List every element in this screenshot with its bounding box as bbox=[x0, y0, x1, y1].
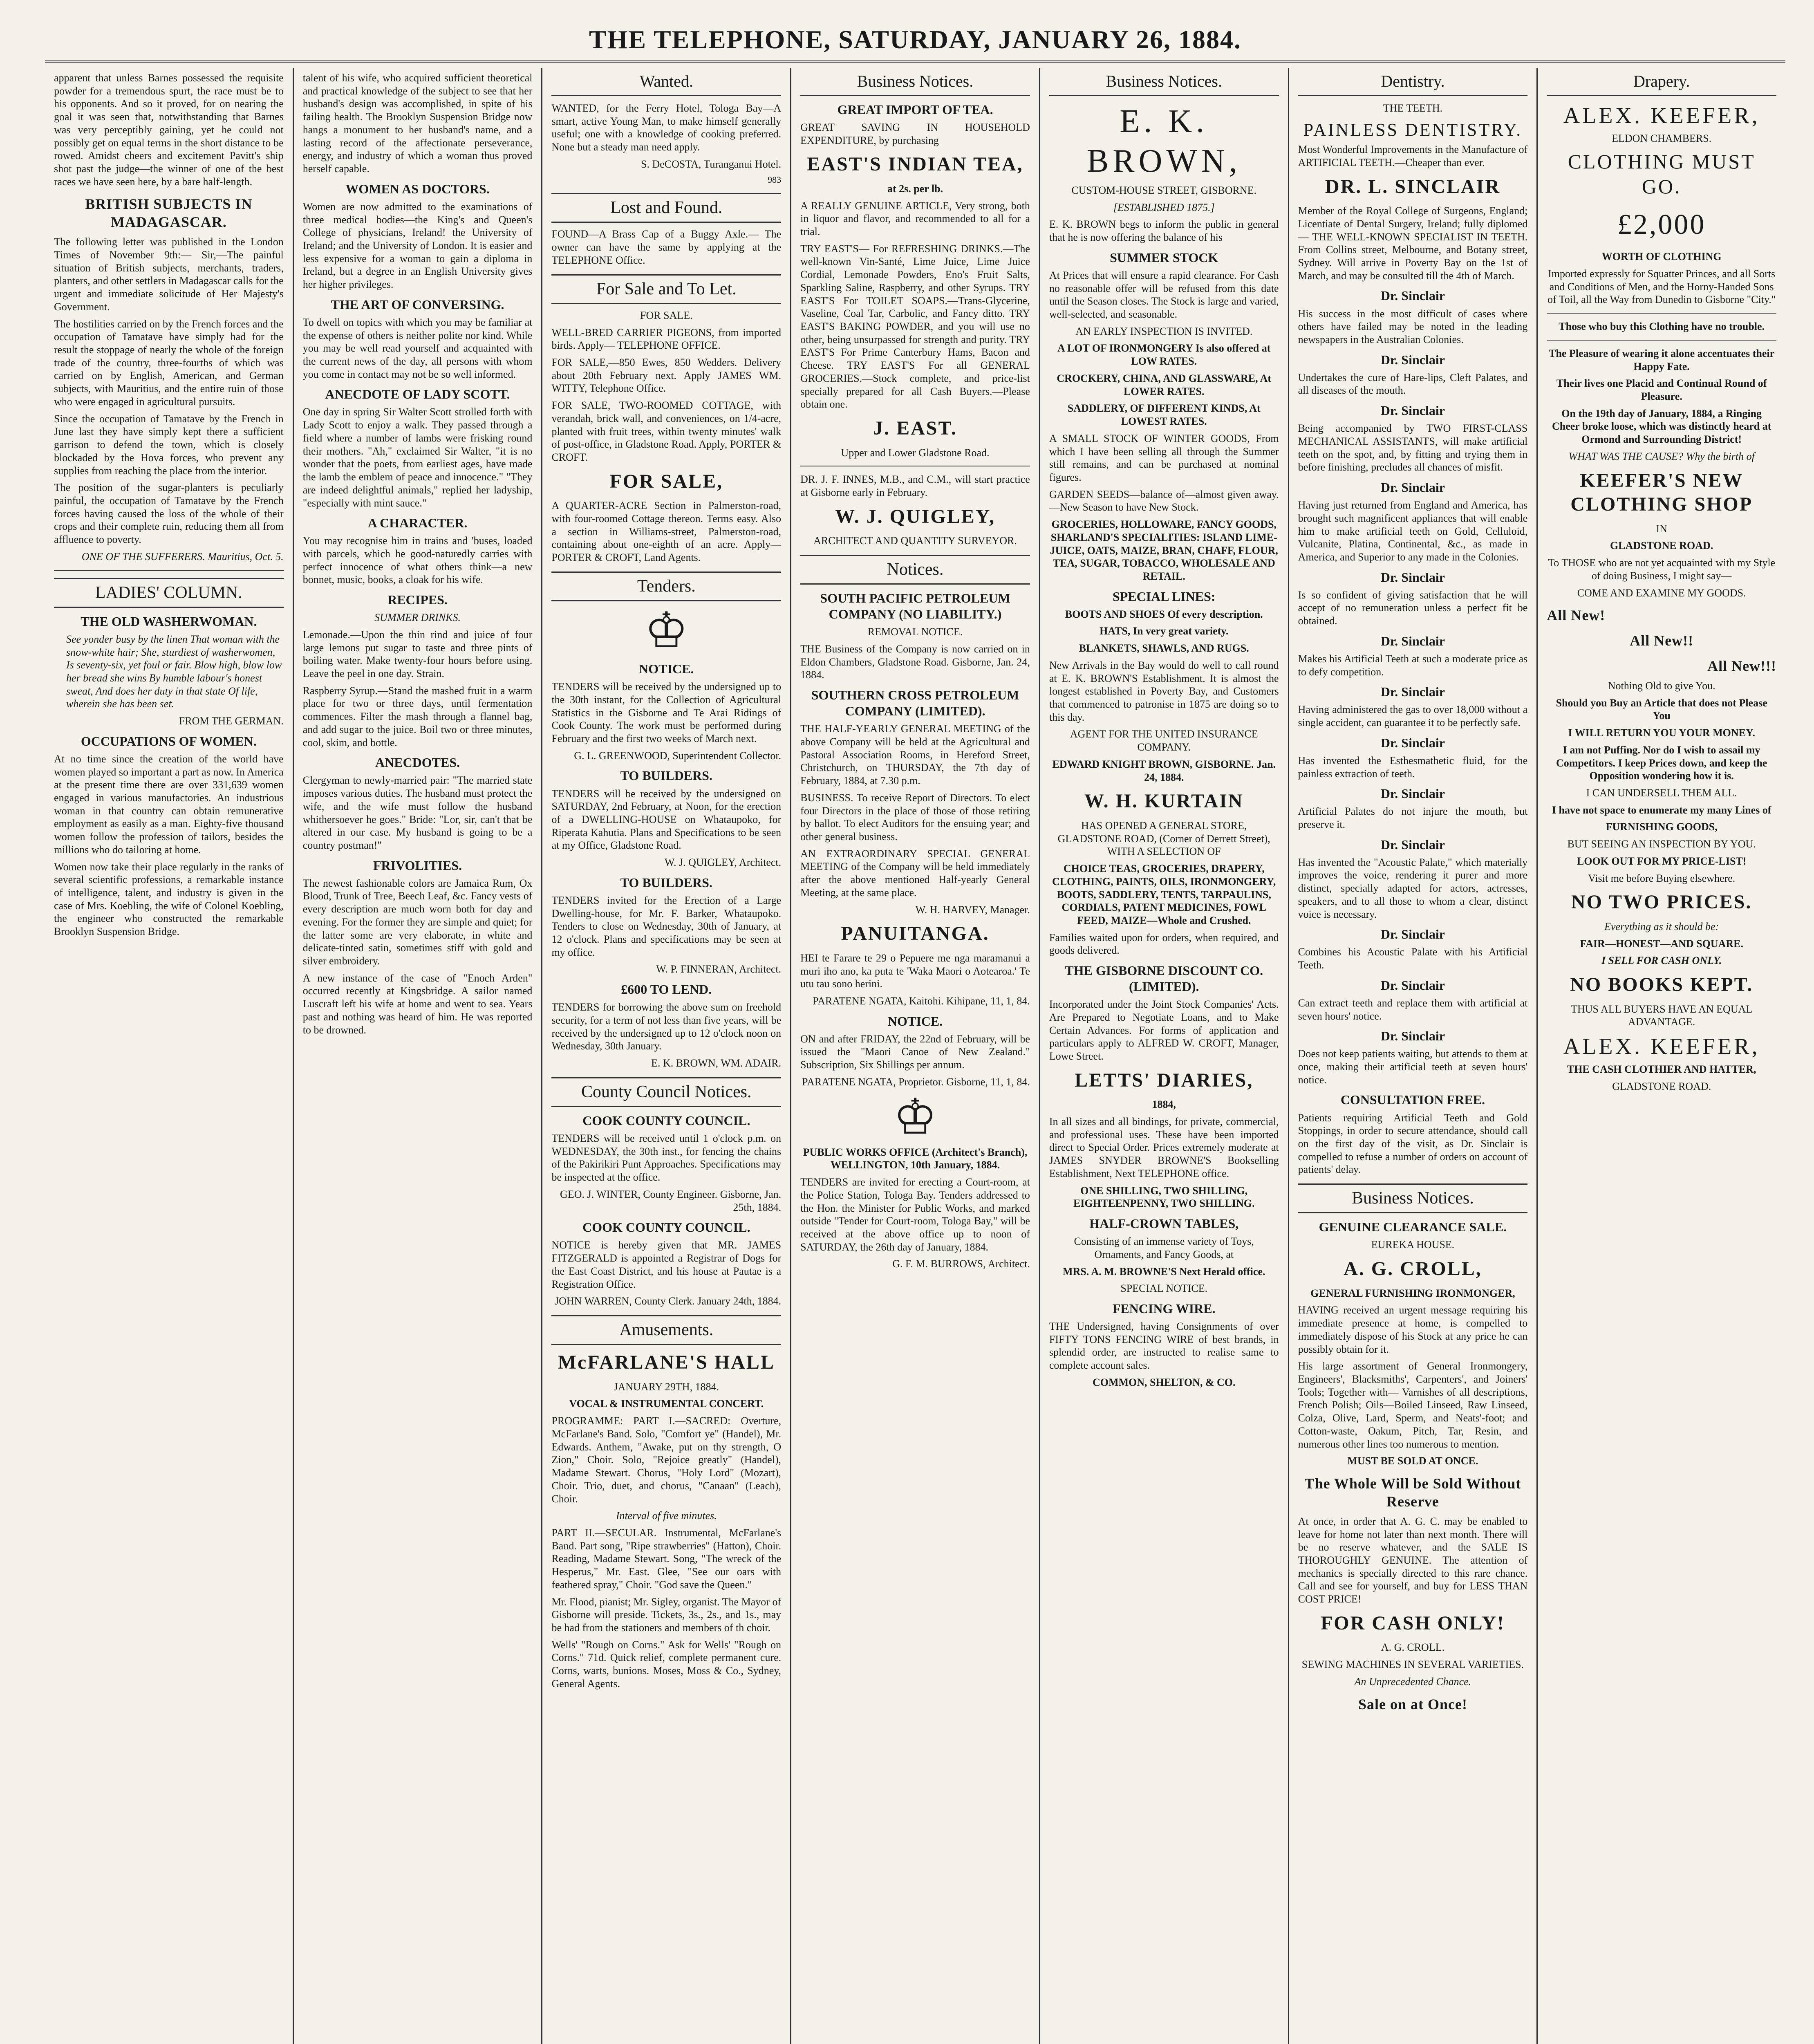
keefer-text-2: Those who buy this Clothing have no trouble. bbox=[1559, 320, 1765, 333]
ek-brown-text-2: At Prices that will ensure a rapid clearance. For Cash no reasonable offer will be refused from this date until the Season closes. The Stock is large and varied, well-selected, and seasonable. bbox=[1049, 269, 1279, 320]
dr-sinclair-11: Dr. Sinclair bbox=[1380, 927, 1445, 942]
the-teeth: THE TEETH. bbox=[1383, 102, 1443, 114]
rough-on-corns-ad: Wells' "Rough on Corns." Ask for Wells' "Rough on Corns." 71d. Quick relief, complete permanent cure. Corns, warts, bunions. Moses, Moss & Co., Sydney, General Agents. bbox=[551, 1638, 782, 1690]
keefer-text-18: Visit me before Buying elsewhere. bbox=[1588, 872, 1736, 884]
consultation-text: Patients requiring Artificial Teeth and Gold Stoppings, in order to secure attendance, should call on the first day of the visit, as Dr. Sinclair is compelled to refuse a number of orders on account of patients' delay. bbox=[1298, 1112, 1528, 1176]
notice-headline: NOTICE. bbox=[639, 661, 694, 677]
dr-sinclair-13: Dr. Sinclair bbox=[1380, 1029, 1445, 1044]
inspection-invited: AN EARLY INSPECTION IS INVITED. bbox=[1075, 325, 1253, 337]
keefer-text-8: COME AND EXAMINE MY GOODS. bbox=[1577, 587, 1746, 599]
conversing-text: To dwell on topics with which you may be familiar at the expense of others is neither polite nor kind. While you may be well read yourself and acquainted with the current news of the day, all persons with whom you come in contact may not be so well informed. bbox=[302, 316, 533, 380]
new-arrivals: New Arrivals in the Bay would do well to call round at E. K. BROWN'S Establishment. It is almost the longest established in Poverty Bay, and Customers that commenced to patronise in 1875 are doing so to this day. bbox=[1049, 659, 1279, 723]
public-works-sign: G. F. M. BURROWS, Architect. bbox=[892, 1258, 1030, 1270]
scp-text-3: AN EXTRAORDINARY SPECIAL GENERAL MEETING of the Company will be held immediately after the above mentioned Half-yearly General Meeting, at the same place. bbox=[800, 847, 1030, 899]
insurance-agent: AGENT FOR THE UNITED INSURANCE COMPANY. bbox=[1070, 728, 1258, 753]
worth-of-clothing: WORTH OF CLOTHING bbox=[1601, 251, 1722, 263]
tender-borrow-sign: E. K. BROWN, WM. ADAIR. bbox=[651, 1057, 782, 1069]
sale-on-at-once: Sale on at Once! bbox=[1358, 1696, 1467, 1712]
letts-text: In all sizes and all bindings, for private, commercial, and professional uses. These have been imported direct to Special Order. Prices extremely moderate at JAMES SNYDER BROWNE'S Bookselling Establishment, Next TELEPHONE office. bbox=[1049, 1116, 1279, 1179]
panuitanga-sign: PARATENE NGATA, Kaitohi. Kihipane, 11, 1, 84. bbox=[813, 995, 1030, 1007]
gladstone-road-2: GLADSTONE ROAD. bbox=[1612, 1080, 1711, 1093]
column-3 bbox=[542, 68, 791, 2044]
sinclair-claim-7: Having administered the gas to over 18,000 without a single accident, can guarantee it to be perfectly safe. bbox=[1298, 704, 1528, 729]
sinclair-claim-8: Has invented the Esthesmathetic fluid, for the painless extraction of teeth. bbox=[1298, 754, 1528, 780]
occupations-text-2: Women now take their place regularly in the ranks of several scientific professions, a remarkable instance of intelligence, talent, and industry is given in the case of Mrs. Koebling, the wife of Colonel Koebling, the engineer who constructed the remarkable Brooklyn Suspension Bridge. bbox=[54, 861, 284, 938]
in-label: IN bbox=[1656, 522, 1667, 535]
column-4 bbox=[791, 68, 1040, 2044]
removal-notice: REMOVAL NOTICE. bbox=[867, 626, 963, 638]
consultation-free: CONSULTATION FREE. bbox=[1340, 1092, 1485, 1107]
sinclair-claim-6: Makes his Artificial Teeth at such a moderate price as to defy competition. bbox=[1298, 652, 1528, 678]
kurtain-families: Families waited upon for orders, when required, and goods delivered. bbox=[1049, 931, 1279, 957]
madagascar-text-4: The position of the sugar-planters is peculiarly painful, the occupation of Tamatave by the French forces having caused the loss of the whole of their crops and their complete ruin, reducing them all from affluence to poverty. bbox=[54, 482, 284, 546]
for-sale-subhead: FOR SALE. bbox=[640, 309, 693, 321]
dr-sinclair-9: Dr. Sinclair bbox=[1380, 786, 1445, 801]
gladstone-road: GLADSTONE ROAD. bbox=[1610, 540, 1713, 552]
keefer-text-13: I CAN UNDERSELL THEM ALL. bbox=[1586, 787, 1737, 799]
kurtain-name: W. H. KURTAIN bbox=[1084, 790, 1244, 812]
whole-will-be-sold: The Whole Will be Sold Without Reserve bbox=[1304, 1475, 1521, 1510]
spp-text: THE Business of the Company is now carried on in Eldon Chambers, Gladstone Road. Gisborne, Jan. 24, 1884. bbox=[800, 643, 1030, 681]
recipes-subhead: SUMMER DRINKS. bbox=[374, 612, 461, 624]
new-clothing-shop: KEEFER'S NEW CLOTHING SHOP bbox=[1570, 469, 1753, 515]
notices-header: Notices. bbox=[800, 555, 1030, 585]
ek-brown-address: CUSTOM-HOUSE STREET, GISBORNE. bbox=[1071, 184, 1257, 196]
divider bbox=[54, 570, 284, 571]
dr-sinclair-4: Dr. Sinclair bbox=[1380, 480, 1445, 495]
business-notices-header-2: Business Notices. bbox=[1049, 72, 1279, 96]
poem-text: See yonder busy by the linen That woman with the snow-white hair; She, sturdiest of washerwomen, Is seventy-six, yet foul or fair. Blow high, blow low her bread she wins By humble labour's honest sweat, And does her duty in that state Of life, wherein she has been set. bbox=[66, 633, 282, 710]
county-council-header: County Council Notices. bbox=[551, 1077, 781, 1107]
public-works-office: PUBLIC WORKS OFFICE (Architect's Branch), WELLINGTON, 10th January, 1884. bbox=[803, 1146, 1028, 1171]
dr-sinclair-3: Dr. Sinclair bbox=[1380, 403, 1445, 418]
no-two-prices: NO TWO PRICES. bbox=[1571, 891, 1752, 913]
fair-honest-square: FAIR—HONEST—AND SQUARE. bbox=[1580, 937, 1744, 950]
half-crown-tables: HALF-CROWN TABLES, bbox=[1089, 1216, 1239, 1231]
ad-number: 983 bbox=[768, 175, 782, 185]
anecdotes-text: Clergyman to newly-married pair: "The married state imposes various duties. The husband must protect the wife, and the wife must follow the husband whithersoever he goes." Bride: "Lor, sir, can't that be altered in our case. My husband is going to be a country postman!" bbox=[302, 774, 533, 851]
to-builders-1: TO BUILDERS. bbox=[620, 768, 712, 783]
cottage-ad: FOR SALE, TWO-ROOMED COTTAGE, with verandah, brick wall, and conveniences, on 1/4-acre, planted with fruit trees, within twenty minutes' walk of post-office, in Gladstone Road. Apply, PORTER & CROFT. bbox=[551, 399, 782, 464]
tea-text-2: A REALLY GENUINE ARTICLE, Very strong, both in liquor and flavor, and recommended to all for a trial. bbox=[800, 199, 1030, 238]
masthead: THE TELEPHONE, SATURDAY, JANUARY 26, 1884. bbox=[45, 25, 1785, 63]
column-2 bbox=[294, 68, 543, 2044]
frivolities-headline: FRIVOLITIES. bbox=[373, 858, 462, 873]
drapery-header: Drapery. bbox=[1547, 72, 1776, 96]
furnishing-goods: FURNISHING GOODS, bbox=[1606, 821, 1718, 833]
women-doctors-text: Women are now admitted to the examinations of three medical bodies—the King's and Queen's College of physicians, Ireland! the University of Ireland; and the University of London. It is easier and less expensive for a woman to gain a diploma in Ireland, but a degree in an English University gives her higher privileges. bbox=[302, 200, 533, 291]
character-text: You may recognise him in trains and 'buses, loaded with parcels, which he good-naturedly carries with perfect innocence of what others think—a new bonnet, music, books, a cloak for his wife. bbox=[302, 535, 533, 586]
letts-diaries: LETTS' DIARIES, bbox=[1075, 1069, 1254, 1091]
tender-dwelling-sign: W. J. QUIGLEY, Architect. bbox=[664, 856, 782, 869]
column-6 bbox=[1289, 68, 1538, 2044]
croll-name: A. G. CROLL, bbox=[1344, 1258, 1482, 1280]
gisborne-discount: THE GISBORNE DISCOUNT CO. (LIMITED). bbox=[1065, 963, 1263, 994]
character-headline: A CHARACTER. bbox=[367, 515, 468, 531]
maori-canoe-text: ON and after FRIDAY, the 22nd of February, will be issued the "Maori Canoe of New Zealand." Subscription, Six Shillings per annum. bbox=[800, 1033, 1030, 1071]
dr-sinclair-name: DR. L. SINCLAIR bbox=[1325, 175, 1500, 197]
sinclair-claim-2: Undertakes the cure of Hare-lips, Cleft Palates, and all diseases of the mouth. bbox=[1298, 371, 1528, 397]
tender-statistics: TENDERS will be received by the undersigned up to the 30th instant, for the Collection of Agricultural Statistics in the Gisborne and Te Arai Ridings of Cook County. The work must be performed during February and the first two weeks of March next. bbox=[551, 681, 782, 745]
ek-brown-logo: E. K. BROWN, bbox=[1086, 103, 1241, 179]
saddlery: SADDLERY, OF DIFFERENT KINDS, At LOWEST RATES. bbox=[1067, 402, 1261, 428]
madagascar-text-2: The hostilities carried on by the French forces and the occupation of Tamatave have simply had for the result the stoppage of nearly the whole of the foreign trade of the country, three-fourths of which was carried on by English, American, and German subjects, with Mauritius, and the entire ruin of those who were engaged in agricultural pursuits. bbox=[54, 318, 284, 408]
to-lend-headline: £600 TO LEND. bbox=[621, 982, 712, 997]
ek-brown-sign: EDWARD KNIGHT BROWN, GISBORNE. Jan. 24, 1884. bbox=[1052, 758, 1276, 783]
hall-name: McFARLANE'S HALL bbox=[558, 1351, 775, 1374]
croll-text-2: His large assortment of General Ironmongery, Engineers', Blacksmiths', Carpenters', and Joiners' Tools; Together with— Varnishes of all descriptions, French Polish; Oils—Boiled Linseed, Raw Linseed, Colza, Olive, Lard, Sperm, and Neats'-foot; and Cotton-waste, Oakum, Pitch, Tar, Resin, and numerous other lines too numerous to mention. bbox=[1298, 1360, 1528, 1450]
column-7 bbox=[1538, 68, 1785, 2044]
special-notice: SPECIAL NOTICE. bbox=[1120, 1282, 1208, 1295]
tender-barker: TENDERS invited for the Erection of a Large Dwelling-house, for Mr. F. Barker, Whataupoko. Tenders to close on Wednesday, 30th of January, at 12 o'clock. Plans and specifications may be seen at my office. bbox=[551, 894, 782, 958]
indian-tea: EAST'S INDIAN TEA, bbox=[807, 153, 1023, 175]
ironmongery: A LOT OF IRONMONGERY Is also offered at LOW RATES. bbox=[1057, 342, 1271, 368]
frivolities-text: The newest fashionable colors are Jamaica Rum, Ox Blood, Trunk of Tree, Beech Leaf, &c. Fancy vests of every description are much worn both for day and evening. For the former they are simple and quiet; for the latter some are very elaborate, in white and delicate-tinted satin, sometimes stiff with gold and silver embroidery. bbox=[302, 877, 533, 967]
scp-headline: SOUTHERN CROSS PETROLEUM COMPANY (LIMITED). bbox=[811, 688, 1019, 719]
divider bbox=[1547, 313, 1776, 314]
koebling-text: talent of his wife, who acquired sufficient theoretical and practical knowledge of the subject to see that her husband's design was accomplished, in spite of his failing health. The Brooklyn Suspension Bridge now hangs a monument to her husband's name, and a lasting record of the affectionate perseverance, energy, and industry of which a woman thus proved herself capable. bbox=[302, 72, 533, 175]
cash-clothier: THE CASH CLOTHIER AND HATTER, bbox=[1567, 1063, 1756, 1076]
keefer-text-5: On the 19th day of January, 1884, a Ringing Cheer broke loose, which was distinctly heard at Ormond and Surrounding District! bbox=[1552, 407, 1771, 446]
divider bbox=[1547, 340, 1776, 341]
public-works-text: TENDERS are invited for erecting a Court-room, at the Police Station, Tologa Bay. Tenders addressed to the Hon. the Minister for Public Works, and marked outside "Tender for Court-room, Tologa Bay," will be received at the above office up to noon of SATURDAY, the 26th day of January, 1884. bbox=[800, 1176, 1030, 1253]
panuitanga: PANUITANGA. bbox=[841, 923, 990, 945]
eureka-house: EUREKA HOUSE. bbox=[1371, 1239, 1455, 1251]
dr-sinclair-5: Dr. Sinclair bbox=[1380, 569, 1445, 585]
crockery: CROCKERY, CHINA, AND GLASSWARE, At LOWER RATES. bbox=[1057, 372, 1272, 397]
scp-text-1: THE HALF-YEARLY GENERAL MEETING of the above Company will be held at the Agricultural and Pastoral Association Rooms, in Hereford Street, Christchurch, on THURSDAY, the 7th day of February, 1884, at 7.30 p.m. bbox=[800, 723, 1030, 787]
lost-found-header: Lost and Found. bbox=[551, 193, 781, 223]
poem-credit: FROM THE GERMAN. bbox=[179, 715, 284, 727]
recipes-headline: RECIPES. bbox=[387, 592, 448, 607]
clearance-sale: GENUINE CLEARANCE SALE. bbox=[1319, 1219, 1507, 1235]
spp-headline: SOUTH PACIFIC PETROLEUM COMPANY (NO LIABILITY.) bbox=[820, 591, 1010, 622]
fencing-wire-text: THE Undersigned, having Consignments of over FIFTY TONS FENCING WIRE of best brands, in splendid order, are instructed to realise same to complete account sales. bbox=[1049, 1320, 1279, 1372]
pigeons-ad: WELL-BRED CARRIER PIGEONS, from imported birds. Apply— TELEPHONE OFFICE. bbox=[551, 326, 782, 352]
quigley-name: W. J. QUIGLEY, bbox=[835, 505, 995, 527]
keefer-text-10: Should you Buy an Article that does not Please You bbox=[1556, 697, 1767, 722]
croll-sign: A. G. CROLL. bbox=[1381, 1641, 1445, 1654]
groceries-list: GROCERIES, HOLLOWARE, FANCY GOODS, SHARLAND'S SPECIALITIES: ISLAND LIME-JUICE, OATS, MAIZE, BRAN, CHAFF, FLOUR, TEA, SUGAR, TOBACCO, WHOLESALE AND RETAIL. bbox=[1050, 518, 1278, 582]
sewing-machines: SEWING MACHINES IN SEVERAL VARIETIES. bbox=[1301, 1659, 1524, 1671]
dr-sinclair-1: Dr. Sinclair bbox=[1380, 288, 1445, 303]
occupations-text-1: At no time since the creation of the world have women played so important a part as now. In America at the present time there are over 331,639 women engaged in various manufactories. An industrious woman in that country can obtain remunerative employment as easily as a man. Eighty-five thousand women follow the profession of tailors, besides the millions who do tailoring at home. bbox=[54, 753, 284, 856]
raspberry-recipe: Raspberry Syrup.—Stand the mashed fruit in a warm place for two or three days, until fermentation commences. Filter the mash through a flannel bag, and add sugar to the juice. Boil two or three minutes, cool, skim, and bottle. bbox=[302, 684, 533, 749]
keefer-name-2: ALEX. KEEFER, bbox=[1563, 1034, 1760, 1059]
must-be-sold: MUST BE SOLD AT ONCE. bbox=[1347, 1455, 1478, 1467]
keefer-text-1: Imported expressly for Squatter Princes, and all Sorts and Conditions of Men, and the Horny-Handed Sons of Toil, all the Way from Dunedin to Gisborne "City." bbox=[1547, 267, 1776, 306]
keefer-text-12: I am not Puffing. Nor do I wish to assail my Competitors. I keep Prices down, and keep the Opposition wondering how it is. bbox=[1556, 744, 1767, 782]
concert-title: VOCAL & INSTRUMENTAL CONCERT. bbox=[569, 1398, 764, 1410]
keefer-text-14: I have not space to enumerate my many Lines of bbox=[1552, 804, 1771, 816]
for-sale-header: For Sale and To Let. bbox=[551, 274, 781, 304]
royal-crest-icon: ♔ bbox=[644, 603, 689, 658]
wanted-header: Wanted. bbox=[551, 72, 781, 96]
madagascar-headline: BRITISH SUBJECTS IN MADAGASCAR. bbox=[85, 196, 253, 231]
cook-county-1: COOK COUNTY COUNCIL. bbox=[582, 1113, 750, 1128]
ek-brown-established: [ESTABLISHED 1875.] bbox=[1113, 201, 1215, 213]
croll-text-1: HAVING received an urgent message requiring his immediate presence at home, is compelled to immediately dispose of his Stock at any price he can possibly obtain for it. bbox=[1298, 1304, 1528, 1355]
gisborne-discount-text: Incorporated under the Joint Stock Companies' Acts. Are Prepared to Negotiate Loans, and to Make Certain Advances. For forms of application and particulars apply to ALFRED W. CROFT, Manager, Lowe Street. bbox=[1049, 998, 1279, 1062]
price-list: LOOK OUT FOR MY PRICE-LIST! bbox=[1577, 855, 1747, 867]
ladies-column-header: LADIES' COLUMN. bbox=[54, 578, 284, 608]
fencing-tender-sign: GEO. J. WINTER, County Engineer. Gisborne, Jan. 25th, 1884. bbox=[560, 1188, 782, 1213]
sinclair-claim-1: His success in the most difficult of cases where others have failed may be noted in the leading newspapers in the Australian Colonies. bbox=[1298, 307, 1528, 345]
tea-text-1: GREAT SAVING IN HOUSEHOLD EXPENDITURE, by purchasing bbox=[800, 121, 1030, 146]
tenders-header: Tenders. bbox=[551, 572, 781, 601]
ewes-ad: FOR SALE,—850 Ewes, 850 Wedders. Delivery about 20th February next. Apply JAMES WM. WITTY, Telephone Office. bbox=[551, 356, 782, 394]
unprecedented-chance: An Unprecedented Chance. bbox=[1354, 1675, 1471, 1688]
sell-for-cash: I SELL FOR CASH ONLY. bbox=[1601, 955, 1722, 967]
tender-statistics-sign: G. L. GREENWOOD, Superintendent Collector. bbox=[574, 749, 782, 762]
dr-sinclair-2: Dr. Sinclair bbox=[1380, 352, 1445, 367]
tea-price: at 2s. per lb. bbox=[887, 182, 943, 195]
admission: Mr. Flood, pianist; Mr. Sigley, organist. The Mayor of Gisborne will preside. Tickets, 3s., 2s., and 1s., may be had from the stationers and members of th choir. bbox=[551, 1596, 782, 1634]
special-lines: SPECIAL LINES: bbox=[1112, 589, 1216, 604]
sinclair-claim-11: Combines his Acoustic Palate with his Artificial Teeth. bbox=[1298, 946, 1528, 971]
fencing-wire-sign: COMMON, SHELTON, & CO. bbox=[1092, 1376, 1236, 1388]
cook-county-2: COOK COUNTY COUNCIL. bbox=[582, 1220, 750, 1235]
kurtain-store: HAS OPENED A GENERAL STORE, GLADSTONE ROAD, (Corner of Derrett Street), WITH A SELECTION OF bbox=[1057, 819, 1270, 858]
dr-sinclair-8: Dr. Sinclair bbox=[1380, 735, 1445, 750]
enoch-arden-text: A new instance of the case of "Enoch Arden" occurred recently at Kingsbridge. A sailor named Luscraft left his wife at home and went to sea. Years past and nothing was heard of him. He was reported to be drowned. bbox=[302, 972, 533, 1036]
keefer-name: ALEX. KEEFER, bbox=[1563, 103, 1760, 128]
sinclair-credentials: Member of the Royal College of Surgeons, England; Licentiate of Dental Surgery, Ireland; fully diplomed— THE WELL-KNOWN SPECIALIST IN TEETH. From Collins street, Melbourne, and Botany street, Sydney. Will arrive in Poverty Bay on the 1st of March, and may be consulted till the 4th of March. bbox=[1298, 205, 1528, 282]
occupations-headline: OCCUPATIONS OF WOMEN. bbox=[81, 733, 257, 749]
lady-scott-text: One day in spring Sir Walter Scott strolled forth with Lady Scott to enjoy a walk. They passed through a field where a number of lambs were frisking round their mothers. "Ah," exclaimed Sir Walter, "it is no wonder that the poets, from earliest ages, have made the lamb the emblem of peace and innocence." "They are indeed delightful animals," replied her ladyship, "especially with mint sauce." bbox=[302, 406, 533, 509]
diaries-year: 1884, bbox=[1152, 1098, 1176, 1111]
business-notices-header: Business Notices. bbox=[800, 72, 1030, 96]
royal-crest-icon: ♔ bbox=[893, 1089, 937, 1144]
dentistry-header: Dentistry. bbox=[1298, 72, 1528, 96]
fencing-wire: FENCING WIRE. bbox=[1112, 1301, 1216, 1316]
column-5 bbox=[1040, 68, 1289, 2044]
wanted-ad: WANTED, for the Ferry Hotel, Tologa Bay—A smart, active Young Man, to make himself generally useful; one with a knowledge of cooking preferred. None but a steady man need apply. bbox=[551, 102, 782, 153]
for-cash-only: FOR CASH ONLY! bbox=[1320, 1612, 1505, 1634]
sinclair-claim-3: Being accompanied by TWO FIRST-CLASS MECHANICAL ASSISTANTS, will make artificial teeth on the spot, and, by fitting and trying them in before finishing, precludes all chances of misfit. bbox=[1298, 422, 1528, 473]
j-east: J. EAST. bbox=[873, 417, 957, 439]
sinclair-claim-9: Artificial Palates do not injure the mouth, but preserve it. bbox=[1298, 805, 1528, 831]
innes-ad: DR. J. F. INNES, M.B., and C.M., will start practice at Gisborne early in February. bbox=[800, 473, 1030, 499]
anecdotes-headline: ANECDOTES. bbox=[375, 755, 460, 770]
business-notices-header-3: Business Notices. bbox=[1298, 1183, 1528, 1213]
mrs-browne: MRS. A. M. BROWNE'S Next Herald office. bbox=[1063, 1265, 1265, 1278]
all-new-2: All New!! bbox=[1630, 632, 1694, 649]
tender-barker-sign: W. P. FINNERAN, Architect. bbox=[656, 963, 782, 975]
keefer-text-20: Everything as it should be: bbox=[1604, 920, 1719, 932]
dog-registrar-sign: JOHN WARREN, County Clerk. January 24th, 1884. bbox=[554, 1295, 782, 1307]
madagascar-signature: ONE OF THE SUFFERERS. Mauritius, Oct. 5. bbox=[81, 550, 284, 563]
maori-canoe-sign: PARATENE NGATA, Proprietor. Gisborne, 11, 1, 84. bbox=[802, 1076, 1030, 1088]
dog-registrar: NOTICE is hereby given that MR. JAMES FITZGERALD is appointed a Registrar of Dogs for the East Coast District, and his house at Pautae is a Registration Office. bbox=[551, 1239, 782, 1290]
panuitanga-text: HEI te Farare te 29 o Pepuere me nga maramanui a muri iho ano, ka puta te 'Waka Maori o Aotearoa.' Te utu tau sono herini. bbox=[800, 952, 1030, 990]
two-thousand-pounds: £2,000 bbox=[1617, 208, 1706, 240]
section-ad: A QUARTER-ACRE Section in Palmerston-road, with four-roomed Cottage thereon. Terms easy. Also a section in Williams-street, Palmerston-road, containing about one-eighth of an acre. Apply— PORTER & CROFT, Land Agents. bbox=[551, 500, 782, 564]
keefer-text-7: To THOSE who are not yet acquainted with my Style of doing Business, I might say— bbox=[1548, 557, 1776, 582]
lemonade-recipe: Lemonade.—Upon the thin rind and juice of four large lemons put sugar to taste and three pints of boiling water. Make twenty-four hours before using. Leave the peel in one day. Strain. bbox=[302, 628, 533, 680]
ek-brown-text-1: E. K. BROWN begs to inform the public in general that he is now offering the balance of his bbox=[1049, 218, 1279, 244]
sinclair-claim-10: Has invented the "Acoustic Palate," which materially improves the voice, rendering it purer and more distinct, specially adapted for actors, actresses, speakers, and to all those to whom a clear, distinct voice is necessary. bbox=[1298, 856, 1528, 920]
j-east-address: Upper and Lower Gladstone Road. bbox=[841, 446, 990, 459]
sinclair-claim-13: Does not keep patients waiting, but attends to them at once, making their artificial teeth at seven hours' notice. bbox=[1298, 1048, 1528, 1086]
scp-sign: W. H. HARVEY, Manager. bbox=[915, 903, 1030, 916]
keefer-text-3: The Pleasure of wearing it alone accentuates their Happy Fate. bbox=[1549, 347, 1775, 372]
all-new-1: All New! bbox=[1547, 607, 1606, 624]
columns bbox=[45, 68, 1785, 2044]
poem-title: THE OLD WASHERWOMAN. bbox=[81, 614, 257, 629]
women-doctors-headline: WOMEN AS DOCTORS. bbox=[345, 181, 490, 196]
scp-text-2: BUSINESS. To receive Report of Directors. To elect four Directors in the place of those of those retiring by ballot. To elect Auditors for the ensuing year; and other general business. bbox=[800, 791, 1030, 843]
fencing-tender: TENDERS will be received until 1 o'clock p.m. on WEDNESDAY, the 30th inst., for fencing the chains of the Pakirikiri Punt Approaches. Specifications may be inspected at the office. bbox=[551, 1132, 782, 1183]
sinclair-claim-4: Having just returned from England and America, has brought such magnificent appliances that will enable him to make artificial teeth on Gold, Celluloid, Vulcanite, Platina, Continental, &c., as made in America, and Superior to any made in the Colonies. bbox=[1298, 499, 1528, 563]
keefer-text-4: Their lives one Placid and Continual Round of Pleasure. bbox=[1556, 377, 1767, 402]
summer-stock: SUMMER STOCK bbox=[1110, 250, 1218, 265]
sinclair-claim-5: Is so confident of giving satisfaction that he will accept of no remuneration unless a perfect fit be obtained. bbox=[1298, 589, 1528, 627]
madagascar-text-1: The following letter was published in the London Times of November 9th:— Sir,—The painful situation of British subjects, merchants, traders, planters, and other settlers in Madagascar calls for the urgent and immediate solicitude of Her Majesty's Government. bbox=[54, 236, 284, 313]
boots-shoes: BOOTS AND SHOES Of every description. bbox=[1065, 608, 1263, 620]
for-sale-big: FOR SALE, bbox=[609, 470, 723, 492]
half-crown-text: Consisting of an immense variety of Toys, Ornaments, and Fancy Goods, at bbox=[1074, 1235, 1254, 1260]
tea-headline: GREAT IMPORT OF TEA. bbox=[837, 102, 993, 117]
shilling-list: ONE SHILLING, TWO SHILLING, EIGHTEENPENNY, TWO SHILLING. bbox=[1073, 1184, 1255, 1210]
dr-sinclair-12: Dr. Sinclair bbox=[1380, 977, 1445, 993]
keefer-text-6: WHAT WAS THE CAUSE? Why the birth of bbox=[1568, 450, 1755, 462]
blankets: BLANKETS, SHAWLS, AND RUGS. bbox=[1079, 642, 1249, 654]
dr-sinclair-6: Dr. Sinclair bbox=[1380, 633, 1445, 648]
all-new-3: All New!!! bbox=[1707, 658, 1777, 675]
column-1 bbox=[45, 68, 294, 2044]
programme-part-2: PART II.—SECULAR. Instrumental, McFarlane's Band. Part song, "Ripe strawberries" (Hatton), Choir. Reading, Madame Stewart. Song, "The wreck of the Hesperus," Mr. East. Glee, "See our oars with feathered spray," Choir. "God save the Queen." bbox=[551, 1526, 782, 1591]
clothing-must-go: CLOTHING MUST GO. bbox=[1568, 150, 1756, 198]
keefer-text-11: I WILL RETURN YOU YOUR MONEY. bbox=[1568, 727, 1755, 739]
painless-dentistry: PAINLESS DENTISTRY. bbox=[1303, 119, 1523, 140]
notice-maori-headline: NOTICE. bbox=[887, 1013, 943, 1029]
try-easts: TRY EAST'S— For REFRESHING DRINKS.—The well-known Vin-Santé, Lime Juice, Lime Juice Cordial, Lemonade Powders, Eno's Fruit Salts, Sparkling Saline, Raspberry, and other Syrups. TRY EAST'S For TOILET SOAPS.—Trans-Glycerine, Vaseline, Coal Tar, Carbolic, and Fancy ditto. TRY EAST'S BAKING POWDER, and you will use no other, being unsurpassed for strength and purity. TRY EAST'S For Prime Canterbury Hams, Bacon and Cheese. TRY EAST'S For all GENERAL GROCERIES.—Stock complete, and price-list specially prepared for all Cash Buyers.—Please obtain one. bbox=[800, 242, 1030, 410]
kurtain-goods: CHOICE TEAS, GROCERIES, DRAPERY, CLOTHING, PAINTS, OILS, IRONMONGERY, BOOTS, SADDLERY, TENTS, TARPAULINS, CORDIALS, PATENT MEDICINES, FOWL FEED, MAIZE—Whole and Crushed. bbox=[1052, 863, 1276, 926]
amusements-header: Amusements. bbox=[551, 1315, 781, 1345]
whole-text: At once, in order that A. G. C. may be enabled to leave for home not later than next month. There will be no reserve whatever, and the SALE IS THOROUGHLY GENUINE. The attention of mechanics is specially directed to this rare chance. Call and see for yourself, and buy for LESS THAN COST PRICE! bbox=[1298, 1515, 1528, 1605]
winter-goods: A SMALL STOCK OF WINTER GOODS, From which I have been selling all through the Summer still remains, and can be purchased at nominal figures. bbox=[1049, 432, 1279, 483]
wanted-signature: S. DeCOSTA, Turanganui Hotel. bbox=[641, 158, 782, 170]
sinclair-claim-12: Can extract teeth and replace them with artificial at seven hours' notice. bbox=[1298, 997, 1528, 1022]
dr-sinclair-10: Dr. Sinclair bbox=[1380, 837, 1445, 852]
rowing-article-text: apparent that unless Barnes possessed the requisite powder for a tremendous spurt, the race must be to his opponents. And so it proved, for on nearing the goal it was seen that, notwithstanding that Barnes was very perceptibly gaining, yet he could not possibly get on equal terms in the short distance to be rowed. Amidst cheers and excitement Pavitt's ship shot past the judge—the winner of one of the best races we have seen here, by a bare half-length. bbox=[54, 72, 284, 188]
keefer-text-9: Nothing Old to give You. bbox=[1608, 679, 1715, 692]
no-books-kept: NO BOOKS KEPT. bbox=[1570, 974, 1754, 996]
equal-advantage: THUS ALL BUYERS HAVE AN EQUAL ADVANTAGE. bbox=[1571, 1003, 1753, 1028]
garden-seeds: GARDEN SEEDS—balance of—almost given away.—New Season to have New Stock. bbox=[1049, 488, 1279, 513]
hall-date: JANUARY 29TH, 1884. bbox=[614, 1381, 719, 1393]
improvements: Most Wonderful Improvements in the Manufacture of ARTIFICIAL TEETH.—Cheaper than ever. bbox=[1298, 143, 1528, 168]
tender-dwelling: TENDERS will be received by the undersigned on SATURDAY, 2nd February, at Noon, for the erection of a DWELLING-HOUSE on Whataupoko, for Riperata Kahutia. Plans and Specifications to be seen at my Office, Gladstone Road. bbox=[551, 787, 782, 852]
tender-borrow: TENDERS for borrowing the above sum on freehold security, for a term of not less than five years, will be received by the undersigned up to 12 o'clock noon on Wednesday, 30th January. bbox=[551, 1001, 782, 1052]
lady-scott-headline: ANECDOTE OF LADY SCOTT. bbox=[325, 387, 510, 402]
programme-part-1: PROGRAMME: PART I.—SACRED: Overture, McFarlane's Band. Solo, "Comfort ye" (Handel), Mr. Edwards. Anthem, "Awake, put on thy strength, O Zion," Choir. Solo, "Rejoice greatly" (Handel), Madame Stewart. Chorus, "Holy Lord" (Mozart), Choir. Trio, duet, and chorus, "Canaan" (Leach), Choir. bbox=[551, 1415, 782, 1505]
keefer-text-16: BUT SEEING AN INSPECTION BY YOU. bbox=[1567, 838, 1756, 850]
quigley-title: ARCHITECT AND QUANTITY SURVEYOR. bbox=[813, 535, 1017, 547]
dr-sinclair-7: Dr. Sinclair bbox=[1380, 684, 1445, 699]
eldon-chambers: ELDON CHAMBERS. bbox=[1612, 132, 1712, 145]
hats: HATS, In very great variety. bbox=[1100, 625, 1229, 637]
croll-subtitle: GENERAL FURNISHING IRONMONGER, bbox=[1310, 1287, 1515, 1299]
to-builders-2: TO BUILDERS. bbox=[620, 875, 712, 890]
interval: Interval of five minutes. bbox=[616, 1510, 717, 1522]
madagascar-text-3: Since the occupation of Tamatave by the French in June last they have simply kept there a sufficient garrison to defend the town, which is closely blockaded by the Hova forces, who prevent any supplies from reaching the place from the interior. bbox=[54, 412, 284, 477]
lost-ad: FOUND—A Brass Cap of a Buggy Axle.— The owner can have the same by applying at the TELEPHONE Office. bbox=[551, 228, 782, 266]
conversing-headline: THE ART OF CONVERSING. bbox=[331, 297, 504, 312]
